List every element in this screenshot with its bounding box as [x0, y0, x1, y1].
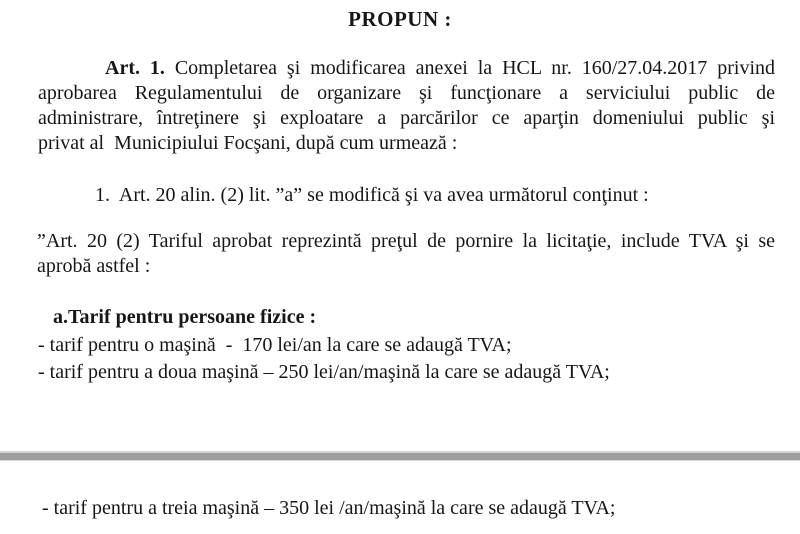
article-1-label: Art. 1.: [105, 57, 165, 79]
scan-separator-band: [0, 450, 800, 462]
article-1-paragraph: [38, 56, 775, 156]
article-1-line-2: aprobarea Regulamentului de organizare şi funcţionare a serviciului public de: [38, 82, 775, 104]
tariff-section-heading: a.Tarif pentru persoane fizice :: [53, 306, 317, 328]
article-20-line-1: ”Art. 20 (2) Tariful aprobat reprezintă preţul de pornire la licitaţie, include TVA şi se: [37, 230, 775, 252]
article-1-line-3: administrare, întreţinere şi exploatare a parcărilor ce aparţin domeniului public şi: [38, 107, 775, 129]
tariff-item-third-car: - tarif pentru a treia maşină – 350 lei /an/maşină la care se adaugă TVA;: [42, 497, 616, 519]
article-20-line-2: aprobă astfel :: [37, 255, 151, 277]
document-heading: PROPUN :: [348, 7, 452, 31]
numbered-list-item-1: 1. Art. 20 alin. (2) lit. ”a” se modifică şi va avea următorul conţinut :: [95, 184, 649, 206]
tariff-item-second-car: - tarif pentru a doua maşină – 250 lei/an/maşină la care se adaugă TVA;: [38, 361, 610, 383]
article-1-line-4: privat al Municipiului Focşani, după cum urmează :: [38, 132, 458, 154]
tariff-item-first-car: - tarif pentru o maşină - 170 lei/an la care se adaugă TVA;: [38, 334, 512, 356]
article-1-line-1: [38, 56, 775, 81]
article-1-line-1-text: Completarea şi modificarea anexei la HCL nr. 160/27.04.2017 privind: [164, 57, 775, 79]
article-20-quote-paragraph: [37, 229, 775, 279]
